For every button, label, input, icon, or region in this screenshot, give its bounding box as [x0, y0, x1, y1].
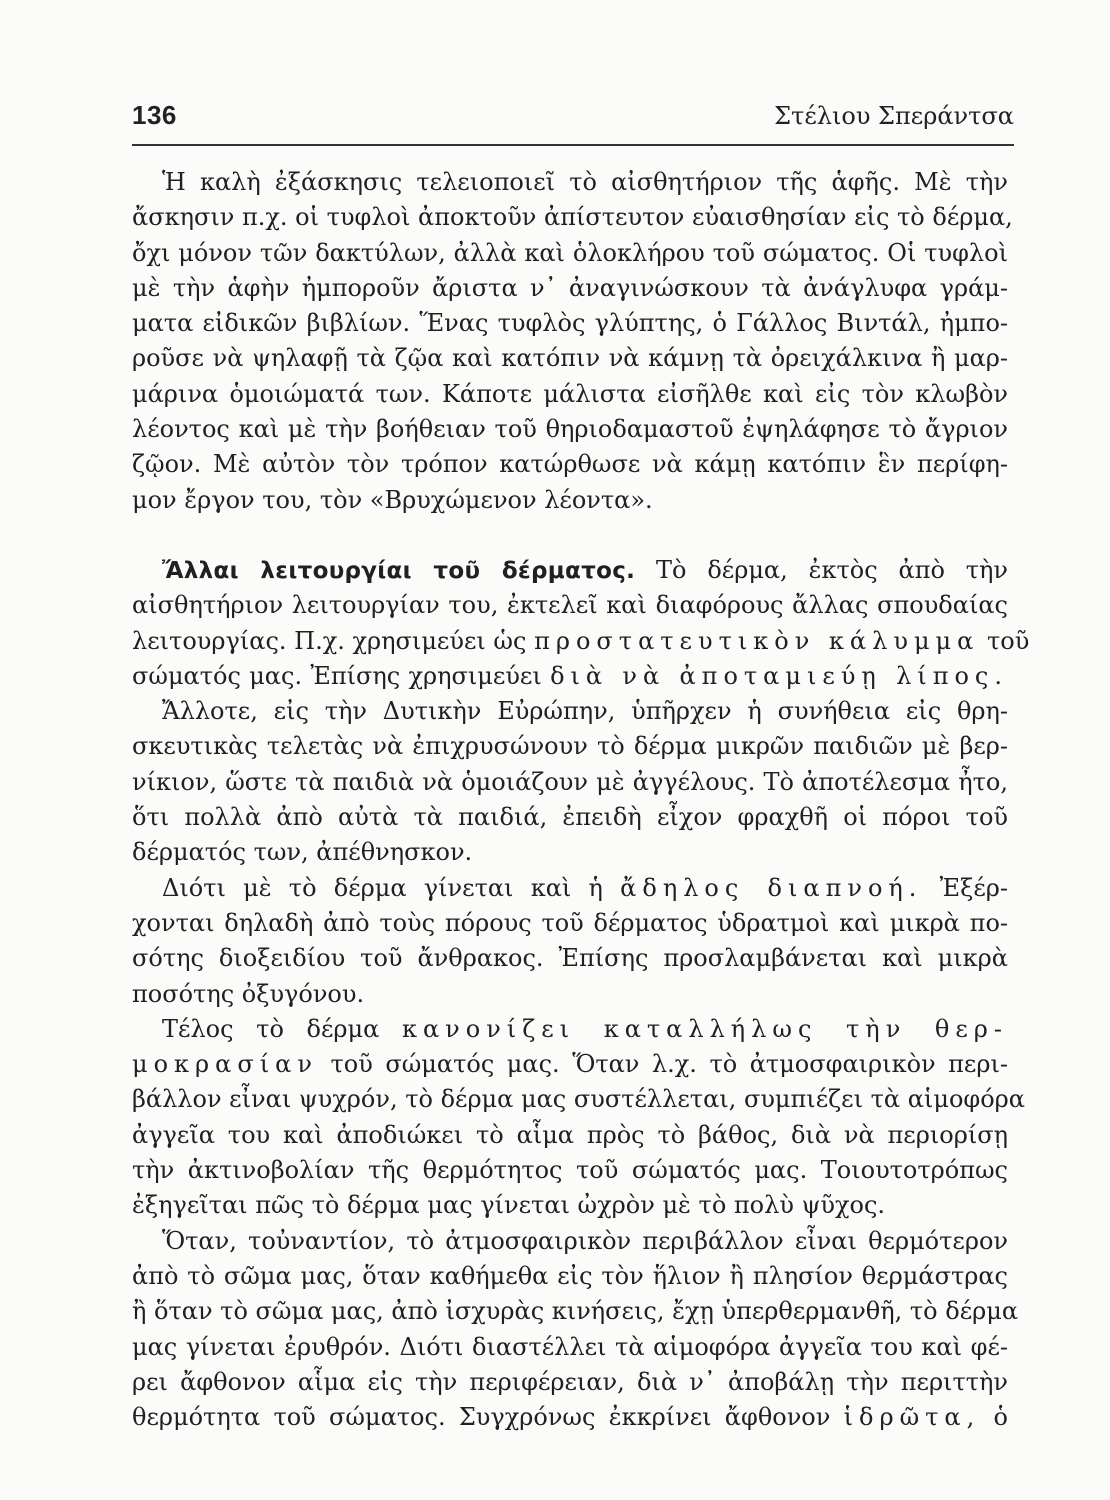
- text-run: Τέλος τὸ δέρμα: [162, 1014, 380, 1043]
- text-run: σώματός μας. Ἐπίσης χρησιμεύει: [132, 661, 542, 690]
- paragraph-other-functions: [132, 553, 1030, 871]
- text-line: [132, 624, 1030, 659]
- text-line: μας γίνεται ἐρυθρόν. Διότι διαστέλλει τὰ αἱμοφόρα ἀγγεῖα του καὶ φέ-: [132, 1332, 1008, 1361]
- text-run: θερμότητα τοῦ σώματος. Συγχρόνως ἐκκρίνει ἄφθονον: [132, 1403, 831, 1432]
- text-line: τὴν ἀκτινοβολίαν τῆς θερμότητος τοῦ σώματός μας. Τοιουτοτρόπως: [132, 1156, 1008, 1185]
- text-line: ποσότης ὀξυγόνου.: [132, 979, 365, 1008]
- text-line: ζῷον. Μὲ αὐτὸν τὸν τρόπον κατώρθωσε νὰ κάμῃ κατόπιν ἓν περίφη-: [132, 450, 1008, 479]
- text-line: ρει ἄφθονον αἷμα εἰς τὴν περιφέρειαν, διὰ ν᾿ ἀποβάλῃ τὴν περιττὴν: [132, 1367, 1008, 1396]
- text-line: μὲ τὴν ἁφὴν ἠμποροῦν ἄριστα ν᾿ ἀναγινώσκουν τὰ ἀνάγλυφα γράμ-: [132, 273, 1008, 302]
- text-line: [132, 1012, 1008, 1047]
- text-line: ἄσκησιν π.χ. οἱ τυφλοὶ ἀποκτοῦν ἀπίστευτον εὐαισθησίαν εἰς τὸ δέρμα,: [132, 203, 1013, 232]
- text-line: [132, 1047, 1008, 1082]
- text-line: ἀπὸ τὸ σῶμα μας, ὅταν καθήμεθα εἰς τὸν ἥλιον ἢ πλησίον θερμάστρας: [132, 1261, 1008, 1290]
- text-line: σκευτικὰς τελετὰς νὰ ἐπιχρυσώνουν τὸ δέρμα μικρῶν παιδιῶν μὲ βερ-: [132, 732, 1008, 761]
- text-line: [132, 871, 1008, 906]
- running-head: Στέλιου Σπεράντσα: [774, 102, 1014, 130]
- text-run: τοῦ σώματός μας. Ὅταν λ.χ. τὸ ἀτμοσφαιρικὸν περι-: [330, 1050, 1008, 1079]
- emphasis-spaced: μοκρασίαν: [132, 1050, 318, 1079]
- text-line: ἐξηγεῖται πῶς τὸ δέρμα μας γίνεται ὠχρὸν μὲ τὸ πολὺ ψῦχος.: [132, 1191, 886, 1220]
- text-line: μάρινα ὁμοιώματά των. Κάποτε μάλιστα εἰσῆλθε καὶ εἰς τὸν κλωβὸν: [132, 379, 1008, 408]
- text-run: Τὸ δέρμα, ἐκτὸς ἀπὸ τὴν: [656, 555, 1008, 584]
- text-line: νίκιον, ὥστε τὰ παιδιὰ νὰ ὁμοιάζουν μὲ ἀγγέλους. Τὸ ἀποτέλεσμα ἦτο,: [132, 767, 1008, 796]
- text-line: σότης διοξειδίου τοῦ ἄνθρακος. Ἐπίσης προσλαμβάνεται καὶ μικρὰ: [132, 944, 1008, 973]
- paragraph-heat: [132, 1224, 1019, 1436]
- emphasis-spaced: προστατευτικὸν κάλυμμα: [534, 626, 980, 655]
- text-line: ἢ ὅταν τὸ σῶμα μας, ἀπὸ ἰσχυρὰς κινήσεις, ἔχῃ ὑπερθερμανθῆ, τὸ δέρμα: [132, 1297, 1019, 1326]
- paragraph-perspiration: [132, 871, 1008, 1012]
- paragraph-temperature: [132, 1012, 1025, 1224]
- text-line: Ἄλλοτε, εἰς τὴν Δυτικὴν Εὐρώπην, ὑπῆρχεν ἡ συνήθεια εἰς θρη-: [162, 697, 1008, 726]
- text-run: Διότι μὲ τὸ δέρμα γίνεται καὶ ἡ: [162, 873, 603, 902]
- text-line: [132, 1400, 1008, 1435]
- header-rule: [132, 144, 1014, 146]
- text-line: ματα εἰδικῶν βιβλίων. Ἕνας τυφλὸς γλύπτης, ὁ Γάλλος Βιντάλ, ἠμπο-: [132, 309, 1008, 338]
- text-line: αἰσθητήριον λειτουργίαν του, ἐκτελεῖ καὶ διαφόρους ἄλλας σπουδαίας: [132, 591, 1008, 620]
- paragraph-touch: [132, 165, 1013, 518]
- text-run: τοῦ: [986, 626, 1030, 655]
- text-run: Ἐξέρ-: [939, 873, 1008, 902]
- emphasis-spaced: ἄδηλος διαπνοή.: [620, 873, 923, 902]
- text-line: ἀγγεῖα του καὶ ἀποδιώκει τὸ αἷμα πρὸς τὸ βάθος, διὰ νὰ περιορίσῃ: [132, 1120, 1008, 1149]
- emphasis-spaced: ἱδρῶτα,: [843, 1403, 981, 1432]
- text-line: Ὅταν, τοὐναντίον, τὸ ἀτμοσφαιρικὸν περιβάλλον εἶναι θερμότερον: [162, 1226, 1008, 1255]
- text-line: [132, 659, 1008, 694]
- text-line: ροῦσε νὰ ψηλαφῇ τὰ ζῷα καὶ κατόπιν νὰ κάμνῃ τὰ ὀρειχάλκινα ἢ μαρ-: [132, 344, 1008, 373]
- text-line: μον ἔργον του, τὸν «Βρυχώμενον λέοντα».: [132, 485, 653, 514]
- text-run: ὁ: [993, 1403, 1008, 1432]
- text-line: Ἡ καλὴ ἐξάσκησις τελειοποιεῖ τὸ αἰσθητήριον τῆς ἁφῆς. Μὲ τὴν: [162, 168, 1008, 196]
- body-text: [132, 165, 1030, 1435]
- page-header: [132, 100, 1014, 134]
- text-line: ὅτι πολλὰ ἀπὸ αὐτὰ τὰ παιδιά, ἐπειδὴ εἶχον φραχθῆ οἱ πόροι τοῦ: [132, 803, 1008, 832]
- emphasis-spaced: κανονίζει καταλλήλως τὴν θερ-: [401, 1014, 1009, 1043]
- page-number: 136: [132, 100, 177, 130]
- section-gap: [132, 518, 1008, 553]
- text-line: δέρματός των, ἀπέθνησκον.: [132, 838, 473, 867]
- text-line: χονται δηλαδὴ ἀπὸ τοὺς πόρους τοῦ δέρματος ὑδρατμοὶ καὶ μικρὰ πο-: [132, 908, 1008, 937]
- emphasis-spaced: διὰ νὰ ἀποταμιεύῃ λίπος.: [550, 661, 1008, 690]
- text-line: βάλλον εἶναι ψυχρόν, τὸ δέρμα μας συστέλλεται, συμπιέζει τὰ αἱμοφόρα: [132, 1085, 1025, 1114]
- text-line: [132, 553, 1008, 588]
- section-heading: Ἄλλαι λειτουργίαι τοῦ δέρματος.: [162, 557, 636, 584]
- text-line: λέοντος καὶ μὲ τὴν βοήθειαν τοῦ θηριοδαμαστοῦ ἐψηλάφησε τὸ ἄγριον: [132, 415, 1008, 444]
- text-run: λειτουργίας. Π.χ. χρησιμεύει ὡς: [132, 626, 527, 655]
- text-line: ὄχι μόνον τῶν δακτύλων, ἀλλὰ καὶ ὁλοκλήρου τοῦ σώματος. Οἱ τυφλοὶ: [132, 238, 1008, 267]
